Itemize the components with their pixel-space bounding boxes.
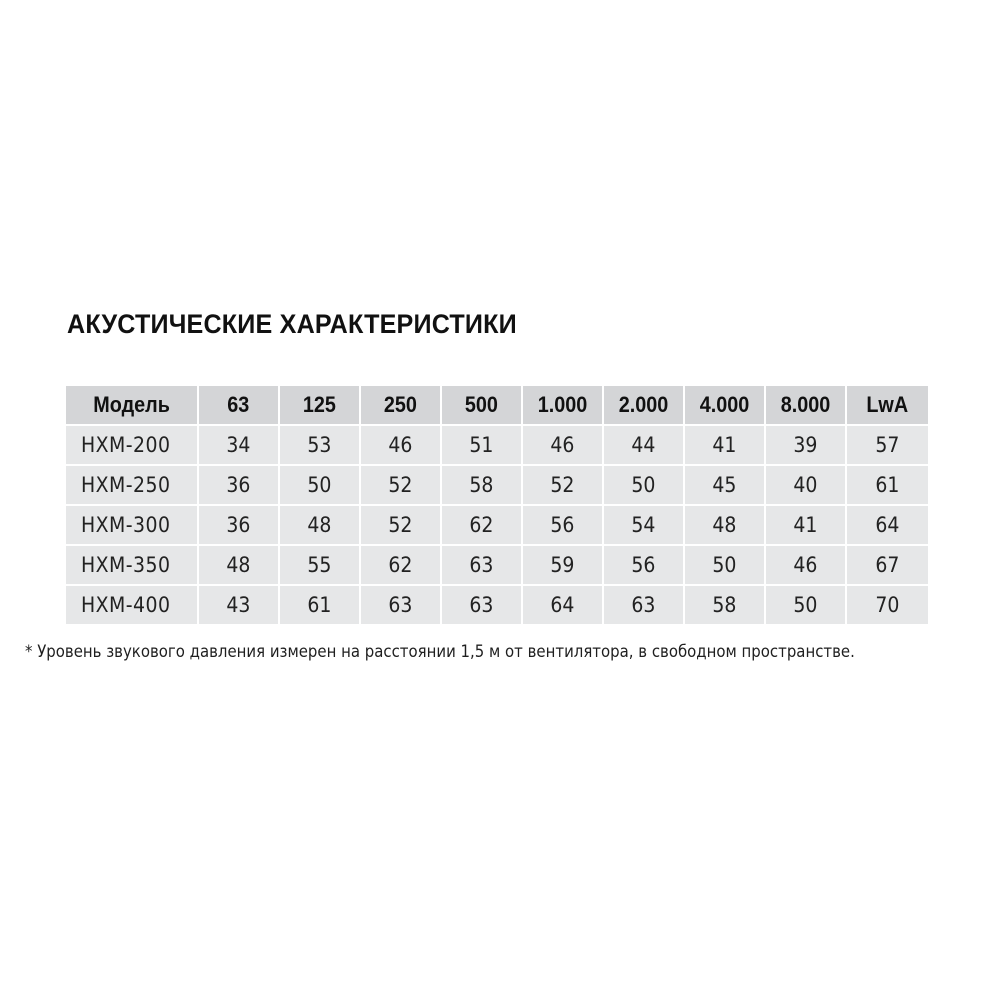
cell-250hz: 52	[361, 466, 440, 504]
cell-63hz: 34	[199, 426, 278, 464]
cell-500hz: 63	[442, 586, 521, 624]
cell-model: HXM-200	[66, 426, 197, 464]
cell-8000hz: 41	[766, 506, 845, 544]
header-model: Модель	[66, 386, 197, 424]
cell-500hz: 62	[442, 506, 521, 544]
table-row	[66, 546, 928, 584]
cell-model: HXM-250	[66, 466, 197, 504]
cell-8000hz: 39	[766, 426, 845, 464]
header-1000hz: 1.000	[523, 386, 602, 424]
cell-lwa: 64	[847, 506, 928, 544]
cell-250hz: 63	[361, 586, 440, 624]
table-row	[66, 586, 928, 624]
cell-500hz: 51	[442, 426, 521, 464]
cell-500hz: 58	[442, 466, 521, 504]
cell-63hz: 48	[199, 546, 278, 584]
cell-63hz: 43	[199, 586, 278, 624]
cell-63hz: 36	[199, 466, 278, 504]
header-250hz: 250	[361, 386, 440, 424]
cell-lwa: 61	[847, 466, 928, 504]
cell-125hz: 61	[280, 586, 359, 624]
table-body	[66, 426, 928, 624]
footnote: * Уровень звукового давления измерен на расстоянии 1,5 м от вентилятора, в свободном пространстве.	[25, 642, 855, 661]
header-2000hz: 2.000	[604, 386, 683, 424]
cell-2000hz: 56	[604, 546, 683, 584]
cell-model: HXM-350	[66, 546, 197, 584]
cell-4000hz: 45	[685, 466, 764, 504]
cell-8000hz: 40	[766, 466, 845, 504]
cell-125hz: 48	[280, 506, 359, 544]
cell-4000hz: 48	[685, 506, 764, 544]
header-125hz: 125	[280, 386, 359, 424]
cell-4000hz: 50	[685, 546, 764, 584]
table-row	[66, 426, 928, 464]
cell-63hz: 36	[199, 506, 278, 544]
cell-lwa: 70	[847, 586, 928, 624]
cell-4000hz: 58	[685, 586, 764, 624]
cell-250hz: 62	[361, 546, 440, 584]
cell-8000hz: 46	[766, 546, 845, 584]
cell-125hz: 53	[280, 426, 359, 464]
acoustic-characteristics-table	[64, 384, 930, 626]
header-4000hz: 4.000	[685, 386, 764, 424]
cell-1000hz: 64	[523, 586, 602, 624]
cell-125hz: 50	[280, 466, 359, 504]
cell-125hz: 55	[280, 546, 359, 584]
cell-250hz: 52	[361, 506, 440, 544]
section-title: АКУСТИЧЕСКИЕ ХАРАКТЕРИСТИКИ	[67, 309, 517, 339]
cell-2000hz: 44	[604, 426, 683, 464]
header-63hz: 63	[199, 386, 278, 424]
header-500hz: 500	[442, 386, 521, 424]
cell-8000hz: 50	[766, 586, 845, 624]
cell-lwa: 67	[847, 546, 928, 584]
cell-2000hz: 54	[604, 506, 683, 544]
cell-model: HXM-300	[66, 506, 197, 544]
cell-500hz: 63	[442, 546, 521, 584]
table-row	[66, 466, 928, 504]
cell-1000hz: 52	[523, 466, 602, 504]
cell-1000hz: 56	[523, 506, 602, 544]
header-8000hz: 8.000	[766, 386, 845, 424]
cell-1000hz: 59	[523, 546, 602, 584]
cell-model: HXM-400	[66, 586, 197, 624]
cell-4000hz: 41	[685, 426, 764, 464]
cell-lwa: 57	[847, 426, 928, 464]
header-lwa: LwA	[847, 386, 928, 424]
cell-250hz: 46	[361, 426, 440, 464]
table-row	[66, 506, 928, 544]
cell-2000hz: 63	[604, 586, 683, 624]
table-header-row	[66, 386, 928, 424]
cell-1000hz: 46	[523, 426, 602, 464]
cell-2000hz: 50	[604, 466, 683, 504]
